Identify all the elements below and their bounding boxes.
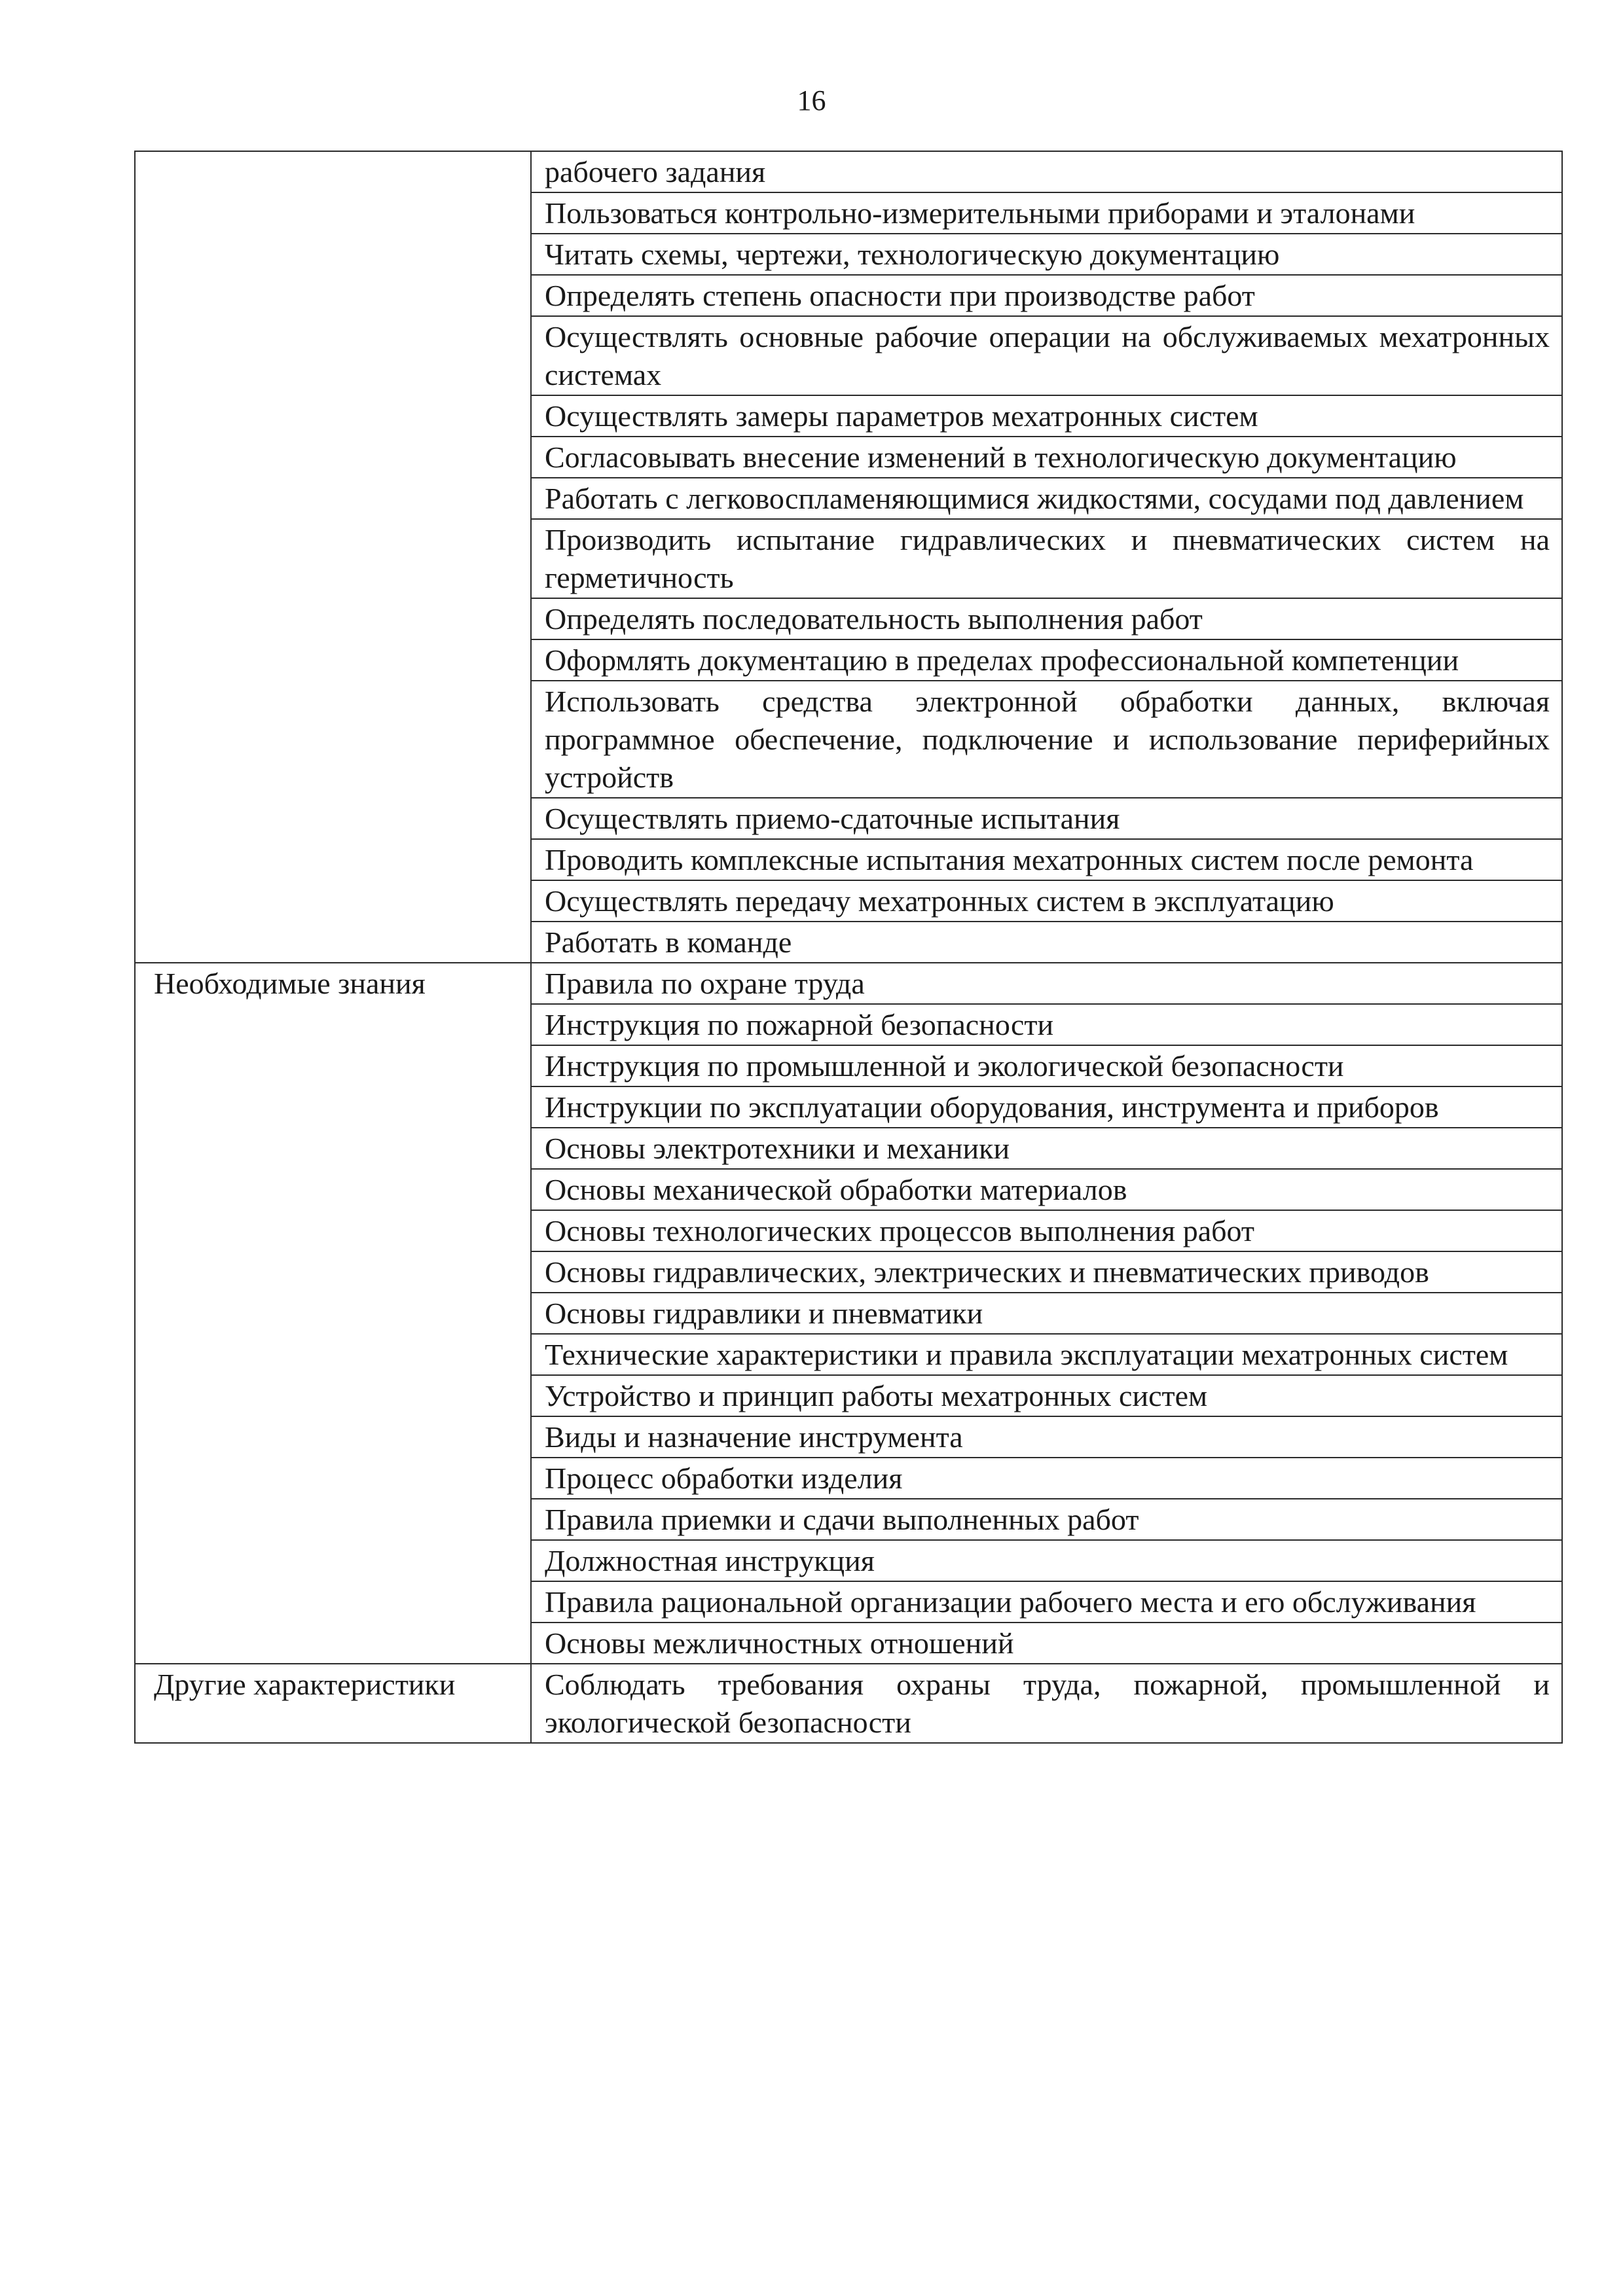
page-number: 16 xyxy=(797,84,826,117)
table-cell-item: Согласовывать внесение изменений в технологическую документацию xyxy=(531,437,1562,478)
table-cell-item: Основы механической обработки материалов xyxy=(531,1169,1562,1210)
table-cell-item: Использовать средства электронной обработки данных, включая программное обеспечение, подключение и использование периферийных устройств xyxy=(531,681,1562,798)
table-cell-item: Инструкция по промышленной и экологической безопасности xyxy=(531,1045,1562,1086)
table-cell-item: Работать с легковоспламеняющимися жидкостями, сосудами под давлением xyxy=(531,478,1562,519)
table-cell-item: Правила рациональной организации рабочего места и его обслуживания xyxy=(531,1581,1562,1623)
table-cell-item: Правила по охране труда xyxy=(531,963,1562,1004)
table-cell-item: Основы технологических процессов выполнения работ xyxy=(531,1210,1562,1251)
table-body xyxy=(135,151,1562,1743)
table-cell-item: Осуществлять основные рабочие операции на обслуживаемых мехатронных системах xyxy=(531,316,1562,395)
table-cell-item: Читать схемы, чертежи, технологическую документацию xyxy=(531,234,1562,275)
section-label-continued xyxy=(135,151,531,963)
table-cell-item: Работать в команде xyxy=(531,922,1562,963)
table-cell-item: Осуществлять приемо-сдаточные испытания xyxy=(531,798,1562,839)
table-cell-item: Основы гидравлики и пневматики xyxy=(531,1293,1562,1334)
table-cell-item: Производить испытание гидравлических и пневматических систем на герметичность xyxy=(531,519,1562,598)
table-cell-item: Основы межличностных отношений xyxy=(531,1623,1562,1664)
table-cell-item: Инструкция по пожарной безопасности xyxy=(531,1004,1562,1045)
table-cell-item: Определять последовательность выполнения работ xyxy=(531,598,1562,639)
table-cell-item: Основы электротехники и механики xyxy=(531,1128,1562,1169)
table-cell-item: Оформлять документацию в пределах профессиональной компетенции xyxy=(531,639,1562,681)
table-cell-item: Осуществлять замеры параметров мехатронных систем xyxy=(531,395,1562,437)
table-row xyxy=(135,151,1562,192)
table-cell-item: Должностная инструкция xyxy=(531,1540,1562,1581)
table-cell-item: Основы гидравлических, электрических и пневматических приводов xyxy=(531,1251,1562,1293)
table-cell-item: рабочего задания xyxy=(531,151,1562,192)
table-cell-item: Процесс обработки изделия xyxy=(531,1458,1562,1499)
table-cell-item: Соблюдать требования охраны труда, пожарной, промышленной и экологической безопасности xyxy=(531,1664,1562,1743)
table-cell-item: Устройство и принцип работы мехатронных систем xyxy=(531,1375,1562,1416)
section-label: Необходимые знания xyxy=(135,963,531,1664)
table-cell-item: Осуществлять передачу мехатронных систем в эксплуатацию xyxy=(531,880,1562,922)
table-row xyxy=(135,963,1562,1004)
table-row xyxy=(135,1664,1562,1743)
table-cell-item: Инструкции по эксплуатации оборудования, инструмента и приборов xyxy=(531,1086,1562,1128)
table-cell-item: Проводить комплексные испытания мехатронных систем после ремонта xyxy=(531,839,1562,880)
table-cell-item: Пользоваться контрольно-измерительными приборами и эталонами xyxy=(531,192,1562,234)
table-cell-item: Правила приемки и сдачи выполненных работ xyxy=(531,1499,1562,1540)
table-cell-item: Виды и назначение инструмента xyxy=(531,1416,1562,1458)
section-label: Другие характеристики xyxy=(135,1664,531,1743)
table-cell-item: Технические характеристики и правила эксплуатации мехатронных систем xyxy=(531,1334,1562,1375)
characteristics-table xyxy=(134,151,1563,1744)
table-cell-item: Определять степень опасности при производстве работ xyxy=(531,275,1562,316)
